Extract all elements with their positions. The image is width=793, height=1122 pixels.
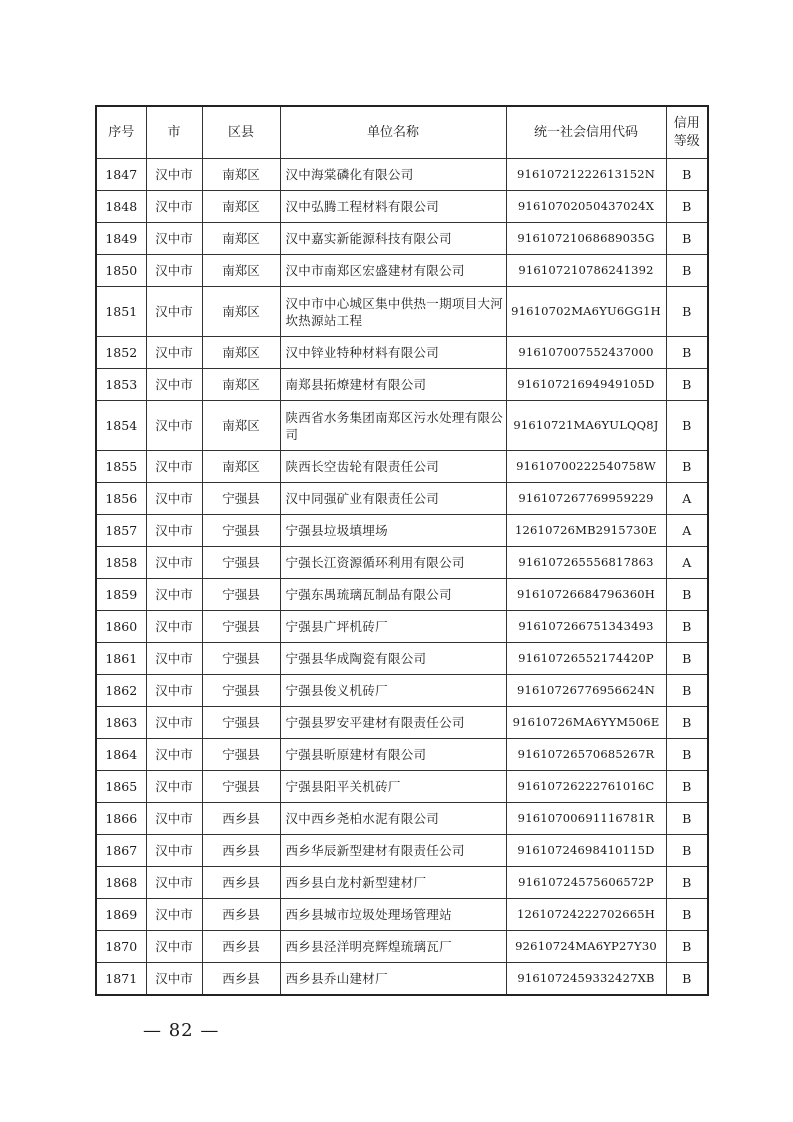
cell-unit-name: 宁强县昕原建材有限公司 — [280, 739, 506, 771]
cell-credit-rating: B — [666, 643, 708, 675]
cell-city: 汉中市 — [146, 803, 202, 835]
cell-district: 南郑区 — [202, 451, 280, 483]
cell-unit-name: 西乡县泾洋明亮辉煌琉璃瓦厂 — [280, 931, 506, 963]
cell-index: 1849 — [96, 223, 146, 255]
cell-district: 南郑区 — [202, 369, 280, 401]
cell-credit-rating: B — [666, 963, 708, 996]
cell-district: 宁强县 — [202, 483, 280, 515]
cell-index: 1870 — [96, 931, 146, 963]
cell-city: 汉中市 — [146, 835, 202, 867]
cell-district: 南郑区 — [202, 337, 280, 369]
cell-index: 1861 — [96, 643, 146, 675]
cell-credit-rating: B — [666, 707, 708, 739]
header-credit-rating — [666, 106, 708, 159]
cell-credit-code: 91610726222761016C — [506, 771, 666, 803]
cell-index: 1850 — [96, 255, 146, 287]
credit-rating-table — [95, 105, 709, 996]
cell-city: 汉中市 — [146, 707, 202, 739]
table-row — [96, 675, 708, 707]
table-row — [96, 159, 708, 191]
header-credit-rating-line1: 信用 — [673, 115, 700, 131]
cell-unit-name: 汉中海棠磷化有限公司 — [280, 159, 506, 191]
cell-index: 1848 — [96, 191, 146, 223]
cell-index: 1847 — [96, 159, 146, 191]
cell-city: 汉中市 — [146, 739, 202, 771]
cell-unit-name: 宁强长江资源循环利用有限公司 — [280, 547, 506, 579]
cell-credit-code: 91610700691116781R — [506, 803, 666, 835]
cell-city: 汉中市 — [146, 547, 202, 579]
table-row — [96, 515, 708, 547]
table-row — [96, 287, 708, 337]
cell-index: 1869 — [96, 899, 146, 931]
header-city: 市 — [146, 106, 202, 159]
cell-credit-rating: B — [666, 337, 708, 369]
cell-credit-code: 91610721068689035G — [506, 223, 666, 255]
cell-index: 1867 — [96, 835, 146, 867]
cell-index: 1868 — [96, 867, 146, 899]
cell-index: 1851 — [96, 287, 146, 337]
cell-district: 南郑区 — [202, 255, 280, 287]
cell-city: 汉中市 — [146, 401, 202, 451]
cell-city: 汉中市 — [146, 337, 202, 369]
cell-credit-code: 9161072459332427XB — [506, 963, 666, 996]
cell-credit-rating: B — [666, 675, 708, 707]
cell-city: 汉中市 — [146, 771, 202, 803]
cell-unit-name: 西乡县白龙村新型建材厂 — [280, 867, 506, 899]
table-row — [96, 401, 708, 451]
credit-rating-table-container — [95, 105, 707, 996]
cell-city: 汉中市 — [146, 515, 202, 547]
cell-credit-code: 91610726552174420P — [506, 643, 666, 675]
cell-unit-name: 宁强东禺琉璃瓦制品有限公司 — [280, 579, 506, 611]
cell-index: 1866 — [96, 803, 146, 835]
cell-district: 宁强县 — [202, 707, 280, 739]
cell-credit-rating: B — [666, 899, 708, 931]
table-body — [96, 159, 708, 996]
cell-credit-rating: B — [666, 931, 708, 963]
cell-credit-code: 916107210786241392 — [506, 255, 666, 287]
cell-index: 1871 — [96, 963, 146, 996]
header-unit-name: 单位名称 — [280, 106, 506, 159]
cell-district: 西乡县 — [202, 835, 280, 867]
table-row — [96, 643, 708, 675]
cell-city: 汉中市 — [146, 899, 202, 931]
table-row — [96, 547, 708, 579]
cell-district: 宁强县 — [202, 515, 280, 547]
cell-unit-name: 西乡华辰新型建材有限责任公司 — [280, 835, 506, 867]
cell-credit-code: 916107267769959229 — [506, 483, 666, 515]
table-row — [96, 451, 708, 483]
cell-unit-name: 汉中市南郑区宏盛建材有限公司 — [280, 255, 506, 287]
cell-credit-rating: B — [666, 611, 708, 643]
cell-unit-name: 宁强县阳平关机砖厂 — [280, 771, 506, 803]
cell-unit-name: 汉中西乡尧柏水泥有限公司 — [280, 803, 506, 835]
header-credit-rating-line2: 等级 — [673, 133, 700, 149]
table-row — [96, 369, 708, 401]
cell-city: 汉中市 — [146, 483, 202, 515]
cell-credit-rating: B — [666, 579, 708, 611]
cell-index: 1856 — [96, 483, 146, 515]
cell-district: 宁强县 — [202, 643, 280, 675]
cell-index: 1855 — [96, 451, 146, 483]
cell-district: 南郑区 — [202, 159, 280, 191]
cell-index: 1864 — [96, 739, 146, 771]
cell-district: 宁强县 — [202, 771, 280, 803]
cell-unit-name: 西乡县城市垃圾处理场管理站 — [280, 899, 506, 931]
cell-credit-rating: B — [666, 223, 708, 255]
cell-index: 1853 — [96, 369, 146, 401]
cell-credit-rating: B — [666, 835, 708, 867]
cell-index: 1863 — [96, 707, 146, 739]
cell-unit-name: 陕西省水务集团南郑区污水处理有限公司 — [280, 401, 506, 451]
cell-district: 西乡县 — [202, 803, 280, 835]
cell-unit-name: 西乡县乔山建材厂 — [280, 963, 506, 996]
cell-index: 1860 — [96, 611, 146, 643]
table-row — [96, 255, 708, 287]
cell-credit-rating: A — [666, 515, 708, 547]
cell-credit-rating: B — [666, 771, 708, 803]
table-row — [96, 803, 708, 835]
cell-credit-code: 916107266751343493 — [506, 611, 666, 643]
cell-credit-code: 916107265556817863 — [506, 547, 666, 579]
header-district: 区县 — [202, 106, 280, 159]
cell-credit-code: 12610726MB2915730E — [506, 515, 666, 547]
cell-district: 南郑区 — [202, 223, 280, 255]
cell-unit-name: 宁强县华成陶瓷有限公司 — [280, 643, 506, 675]
cell-credit-code: 91610726776956624N — [506, 675, 666, 707]
cell-credit-rating: B — [666, 451, 708, 483]
cell-credit-code: 12610724222702665H — [506, 899, 666, 931]
cell-city: 汉中市 — [146, 369, 202, 401]
cell-city: 汉中市 — [146, 451, 202, 483]
cell-credit-rating: A — [666, 483, 708, 515]
cell-credit-code: 91610724575606572P — [506, 867, 666, 899]
cell-unit-name: 宁强县广坪机砖厂 — [280, 611, 506, 643]
cell-unit-name: 汉中锌业特种材料有限公司 — [280, 337, 506, 369]
table-row — [96, 611, 708, 643]
cell-district: 南郑区 — [202, 401, 280, 451]
cell-credit-rating: B — [666, 739, 708, 771]
table-row — [96, 707, 708, 739]
table-row — [96, 931, 708, 963]
cell-credit-rating: B — [666, 255, 708, 287]
cell-city: 汉中市 — [146, 255, 202, 287]
cell-city: 汉中市 — [146, 287, 202, 337]
cell-district: 宁强县 — [202, 675, 280, 707]
cell-unit-name: 宁强县罗安平建材有限责任公司 — [280, 707, 506, 739]
cell-index: 1865 — [96, 771, 146, 803]
table-row — [96, 191, 708, 223]
cell-unit-name: 汉中嘉实新能源科技有限公司 — [280, 223, 506, 255]
cell-city: 汉中市 — [146, 159, 202, 191]
cell-district: 宁强县 — [202, 547, 280, 579]
cell-credit-code: 91610726570685267R — [506, 739, 666, 771]
table-row — [96, 483, 708, 515]
table-row — [96, 899, 708, 931]
cell-credit-rating: A — [666, 547, 708, 579]
cell-index: 1859 — [96, 579, 146, 611]
cell-credit-code: 91610721694949105D — [506, 369, 666, 401]
cell-credit-code: 91610702MA6YU6GG1H — [506, 287, 666, 337]
cell-index: 1857 — [96, 515, 146, 547]
cell-city: 汉中市 — [146, 223, 202, 255]
table-row — [96, 579, 708, 611]
cell-index: 1852 — [96, 337, 146, 369]
table-row — [96, 739, 708, 771]
cell-unit-name: 陕西长空齿轮有限责任公司 — [280, 451, 506, 483]
cell-city: 汉中市 — [146, 191, 202, 223]
table-row — [96, 771, 708, 803]
cell-district: 西乡县 — [202, 931, 280, 963]
cell-district: 宁强县 — [202, 579, 280, 611]
table-header-row — [96, 106, 708, 159]
cell-credit-code: 91610724698410115D — [506, 835, 666, 867]
cell-credit-rating: B — [666, 159, 708, 191]
cell-city: 汉中市 — [146, 867, 202, 899]
cell-credit-code: 916107007552437000 — [506, 337, 666, 369]
header-credit-code: 统一社会信用代码 — [506, 106, 666, 159]
cell-credit-code: 91610702050437024X — [506, 191, 666, 223]
table-row — [96, 337, 708, 369]
cell-unit-name: 宁强县垃圾填埋场 — [280, 515, 506, 547]
cell-credit-rating: B — [666, 803, 708, 835]
cell-credit-rating: B — [666, 401, 708, 451]
cell-credit-code: 91610721MA6YULQQ8J — [506, 401, 666, 451]
cell-unit-name: 汉中市中心城区集中供热一期项目大河坎热源站工程 — [280, 287, 506, 337]
header-index: 序号 — [96, 106, 146, 159]
cell-credit-code: 91610721222613152N — [506, 159, 666, 191]
cell-credit-rating: B — [666, 369, 708, 401]
cell-district: 南郑区 — [202, 287, 280, 337]
cell-district: 南郑区 — [202, 191, 280, 223]
cell-unit-name: 宁强县俊义机砖厂 — [280, 675, 506, 707]
cell-credit-code: 91610726MA6YYM506E — [506, 707, 666, 739]
cell-city: 汉中市 — [146, 931, 202, 963]
table-row — [96, 867, 708, 899]
cell-city: 汉中市 — [146, 611, 202, 643]
cell-index: 1862 — [96, 675, 146, 707]
cell-district: 宁强县 — [202, 611, 280, 643]
cell-district: 西乡县 — [202, 867, 280, 899]
cell-index: 1854 — [96, 401, 146, 451]
cell-district: 西乡县 — [202, 899, 280, 931]
cell-unit-name: 南郑县拓燎建材有限公司 — [280, 369, 506, 401]
cell-credit-rating: B — [666, 191, 708, 223]
cell-city: 汉中市 — [146, 963, 202, 996]
cell-credit-code: 91610726684796360H — [506, 579, 666, 611]
cell-district: 西乡县 — [202, 963, 280, 996]
cell-city: 汉中市 — [146, 643, 202, 675]
page-number: — 82 — — [143, 1020, 220, 1041]
cell-unit-name: 汉中弘腾工程材料有限公司 — [280, 191, 506, 223]
cell-credit-rating: B — [666, 287, 708, 337]
table-row — [96, 223, 708, 255]
cell-district: 宁强县 — [202, 739, 280, 771]
cell-credit-code: 91610700222540758W — [506, 451, 666, 483]
cell-unit-name: 汉中同强矿业有限责任公司 — [280, 483, 506, 515]
cell-city: 汉中市 — [146, 579, 202, 611]
cell-credit-code: 92610724MA6YP27Y30 — [506, 931, 666, 963]
cell-city: 汉中市 — [146, 675, 202, 707]
table-row — [96, 835, 708, 867]
cell-index: 1858 — [96, 547, 146, 579]
table-row — [96, 963, 708, 996]
cell-credit-rating: B — [666, 867, 708, 899]
